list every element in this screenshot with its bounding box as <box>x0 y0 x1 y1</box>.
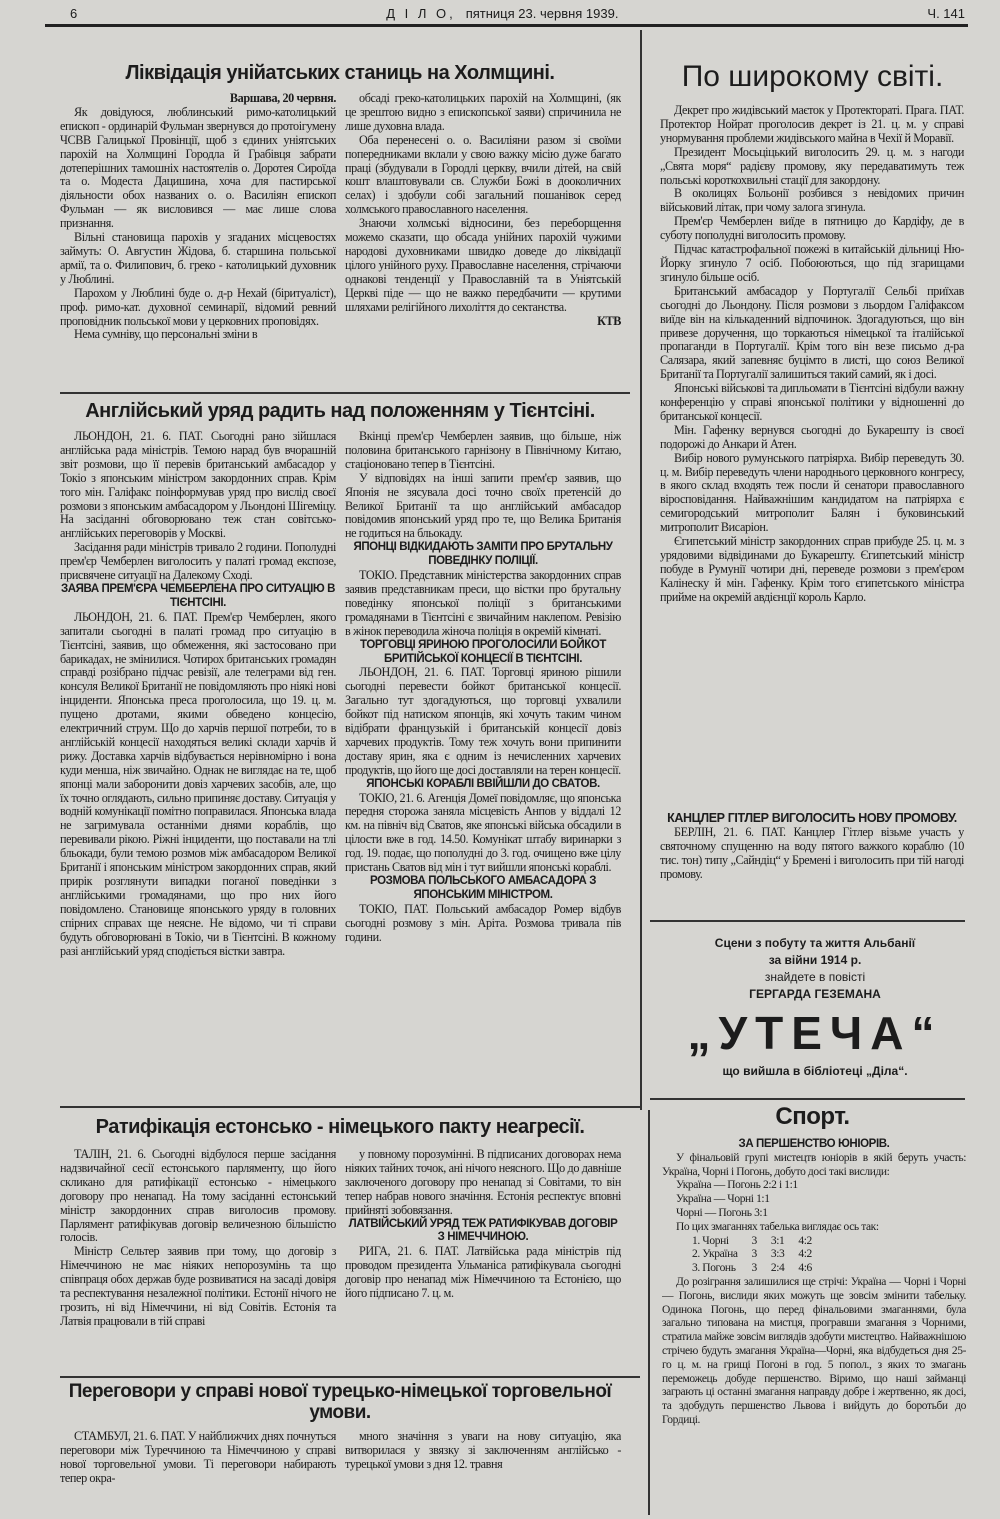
article-estonia-col1 <box>60 1148 336 1370</box>
subheading: ЛАТВІЙСЬКИЙ УРЯД ТЕЖ РАТИФІКУВАВ ДОГОВІР З НІМЕЧЧИНОЮ. <box>348 1217 618 1244</box>
subheading: ЯПОНСЬКІ КОРАБЛІ ВВІЙШЛИ ДО СВАТОВ. <box>366 777 600 790</box>
paragraph: ТОКІО, 21. 6. Агенція Домеї повідомляє, що японська передня сторожа заняла місцевість Анпов у віддалі 12 км. на північ від Сватов, яке японські війська обсадили в цілости вже в год. 14.50. Комунікат штабу виринарки з год. 19. подає, що пополудні до 3. год. очищено вже цілу пристань Сватов від мін і тут вийшли японські кораблі. <box>345 790 621 875</box>
article-tientsin-col1 <box>60 430 336 1100</box>
subheading: КАНЦЛЕР ГІТЛЕР ВИГОЛОСИТЬ НОВУ ПРОМОВУ. <box>667 812 957 825</box>
news-item: Декрет про жидівський маєток у Протектораті. Прага. ПАТ. Протектор Нойрат проголосив декрет із 21. ц. м. у справі унормування проблеми жидівського майна в Чехії й Моравії. <box>660 104 964 145</box>
standings-table <box>692 1235 826 1276</box>
issue-date: пятниця 23. червня 1939. <box>465 6 619 21</box>
column-rule <box>648 1110 650 1515</box>
ad-book-title: „УТЕЧА“ <box>687 1007 943 1059</box>
subheading: ЗА ПЕРШЕНСТВО ЮНІОРІВ. <box>738 1138 890 1150</box>
divider <box>650 920 965 922</box>
subheading: ТОРГОВЦІ ЯРИНОЮ ПРОГОЛОСИЛИ БОЙКОТ БРИТІЙСЬКОЇ КОНЦЕСІЇ В ТІЄНТСІНІ. <box>359 638 606 665</box>
subheading: РОЗМОВА ПОЛЬСЬКОГО АМБАСАДОРА З ЯПОНСЬКИМ МІНІСТРОМ. <box>369 875 597 901</box>
paragraph: Як довідуюся, люблинський римо-католицький епископ - ординарій Фульман звернувся до протоігумену ЧСВВ Галицької Провінції, щоб з єдиних уніятських парохій на Холмщині Городла й Грабівця забрати дотеперішних тамошніх настоятелів о. Доротея Сироїда та о. Модеста Дацишина, хоча для пастирської діяльности обох названих о. о. Василіян епископ Фульман — як висловився — має лише слова признання. <box>60 104 336 231</box>
paragraph: Міністр Сельтер заявив при тому, що договір з Німеччиною не має ніяких непорозумінь та що співпраця обох держав буде розвиватися на засаді довіря та респектування незалежної політики. Естонії нічого не грозить, ні від Німеччини, ні від Совітів. Естонія та Латвія працювали в тій справі <box>60 1244 336 1328</box>
article-liquidation-col2 <box>345 92 621 388</box>
cell: 3 <box>751 1248 757 1261</box>
table-row <box>692 1235 826 1249</box>
masthead-center <box>386 6 618 21</box>
news-item: Британський амбасадор у Португалії Сельбі приїхав сьогодні до Льондону. Після розмови з льордом Галіфаксом виїде він на кількаденний відпочинок. Здогадуються, що він привезе доручення, що торкаються німецької та італійської пропаганди в Португалії. Крім того він везе письмо д-ра Салязара, який запевняє буцімто в листі, що союз Великої Британії та Португалії залишиться такий самий, як і досі. <box>660 283 964 382</box>
article-liquidation-col1 <box>60 92 336 388</box>
ad-text: за війни 1914 р. <box>768 953 862 967</box>
ad-author: ГЕРГАРДА ГЕЗЕМАНА <box>749 987 881 1001</box>
cell: 2:4 <box>770 1262 785 1275</box>
world-news-column <box>660 104 964 804</box>
paragraph: обсаді греко-католицьких парохій на Холмщині, (як це зрештою видно з епископської заяви) спричинила не лише духовна влада. <box>345 92 621 133</box>
masthead-rule <box>45 24 968 27</box>
paragraph: У відповідях на інші запити прем'єр заявив, що Японія не зясувала досі точно своїх претенсій до Великої Британії та що англійський амбасадор повідомив японський уряд про те, що Велика Британія не годиться на бльокаду. <box>345 470 621 541</box>
news-item: Президент Мосьціцький виголосить 29. ц. м. з нагоди „Свята моря“ радієву промову, яку передаватимуть теж польські короткохвильні стації для закордону. <box>660 144 964 187</box>
sport-column <box>662 1138 966 1516</box>
cell: 2. Україна <box>692 1248 738 1261</box>
match-result: Україна — Чорні 1:1 <box>676 1193 770 1206</box>
headline-sport: Спорт. <box>775 1103 850 1130</box>
paragraph: БЕРЛІН, 21. 6. ПАТ. Канцлер Гітлер візьме участь у святочному спущенню на воду пятого важкого кораблю (10 тис. тон) типу „Сайндіц“ у Бремені і виголосить при тій нагоді промову. <box>660 824 964 881</box>
table-row <box>692 1248 826 1262</box>
paragraph: ЛЬОНДОН, 21. 6. ПАТ. Сьогодні рано зійшлася англійська рада міністрів. Темою нарад був вчорашній звіт розмови, що її перевів британський амбасадор у Токіо з японським міністром закордонних справ. Крім того мін. Галіфакс поінформував уряд про вислід своєї розмови з японським амбасадором у Льондоні Шігеміцу. На засіданні обговорювано теж стан совітсько-англійських переговорів у Москві. <box>60 430 336 541</box>
cell: 1. Чорні <box>692 1234 729 1247</box>
paragraph: ТОКІО, ПАТ. Польський амбасадор Ромер відбув сьогодні розмову з мін. Аріта. Розмова тривала пів години. <box>345 901 621 944</box>
cell: 3:1 <box>770 1234 785 1247</box>
divider <box>60 1376 640 1378</box>
divider <box>60 392 630 394</box>
news-item: Єгипетський міністр закордонних справ прибуде 25. ц. м. з урядовими відвідинами до Букарешту. Єгипетський міністр побуде в Румунії чотири дні, переведе розмови з прем'єром Калінеску й мін. Гафенку. Крім того єгипетського міністра прийме на окремій авдієнції король Карло. <box>660 534 964 604</box>
paragraph: Засідання ради міністрів тривало 2 години. Пополудні прем'єр Чемберлен виголосить у палаті громад експозе, присвячене ситуації на Далекому Сході. <box>60 540 336 583</box>
match-result: Чорні — Погонь 3:1 <box>676 1206 768 1219</box>
page-number: 6 <box>70 6 78 21</box>
article-tientsin-col2 <box>345 430 621 1100</box>
paragraph: До розіграння залишилися ще стрічі: Україна — Чорні і Чорні — Погонь, вислиди яких можуть ще зовсім змінити табельку. Одинока Погонь, що перед фінальовими змаганнями, була загально типована на мистця, програвши змагання з Чорними, стратила майже зовсім виглядів здобути мистецтво. Найважнішою стрічею будуть змагання Україна—Чорні, яка відбудеться дня 25-го ц. м. на грищі Погоні в год. 5 попол., з яких то змагань переможець добуде першенство. Віримо, що наші займанці заграють ці останні змагання направду добре і жертвенно, як досі, та здобудуть першенство Львова і вийдуть до боротьби до Гордиці. <box>662 1275 966 1426</box>
book-advertisement <box>665 935 965 1085</box>
paragraph: у повному порозумінні. В підписаних договорах нема ніяких тайних точок, ані нічого неясного. Що до давніше заключеного договору про ненапад зі Совітами, то він тепер набрав нового значіння. Естонія респектує вповні прийняті зобовязання. <box>345 1148 621 1217</box>
divider <box>60 1106 640 1108</box>
news-item: Японські військові та дипльомати в Тієнтсіні відбули важну конференцію у справі японської політики у відношенні до британської концесії. <box>660 381 964 423</box>
paragraph: ТАЛІН, 21. 6. Сьогодні відбулося перше засідання надзвичайної сесії естонського парляменту, що його скликано для ратифікації естонсько - німецького договору про ненапад. На тому засіданні естонський міністр закордонних справ виголосив промову. Парлямент ратифікував договір величезною більшістю голосів. <box>60 1148 336 1245</box>
ad-text: Сцени з побуту та життя Альбанії <box>714 936 916 950</box>
news-item: Мін. Гафенку вернувся сьогодні до Букарешту із своєї подорожі до Анкари й Атен. <box>660 422 964 451</box>
paragraph: ЛЬОНДОН, 21. 6. ПАТ. Торговці яриною рішили сьогодні перевести бойкот британської концесії. Загально тут здогадуються, що торговці ухвалили бойкот під натиском японців, які хочуть таким чином відібрати французькій і британській концесії довіз харчевих продуктів. Тому теж хочуть вони припинити доставу ярин, яка є одним із нечисленних харчевих продуктів, що його ще досі доставляли на терен концесії. <box>345 665 621 777</box>
ad-text: що вийшла в бібліотеці „Діла“. <box>722 1064 908 1078</box>
headline-turkey: Переговори у справі нової турецько-німецької торговельної умови. <box>68 1381 612 1423</box>
cell: 4:6 <box>798 1262 812 1275</box>
hitler-speech-article <box>660 812 964 912</box>
subheading: ЗАЯВА ПРЕМ'ЄРА ЧЕМБЕРЛЕНА ПРО СИТУАЦІЮ В ТІЄНТСІНІ. <box>60 582 336 609</box>
paragraph: ТОКІО. Представник міністерства закордонних справ заявив представникам преси, що вістки про брутальну поведінку японської поліції з британськими громадянами в Тієнтсіні є звичайним наклепом. Ревізію в жінок переводила жіноча поліція в окремій кімнаті. <box>345 568 621 638</box>
match-result: Україна — Погонь 2:2 і 1:1 <box>676 1179 798 1192</box>
subheading: ЯПОНЦІ ВІДКИДАЮТЬ ЗАМІТИ ПРО БРУТАЛЬНУ ПОВЕДІНКУ ПОЛІЦІЇ. <box>353 541 613 568</box>
article-estonia-col2 <box>345 1148 621 1370</box>
ad-text: знайдете в повісті <box>764 970 866 984</box>
cell: 3 <box>751 1262 757 1275</box>
masthead <box>70 6 965 21</box>
paragraph: ЛЬОНДОН, 21. 6. ПАТ. Прем'єр Чемберлен, якого запитали сьогодні в палаті громад про ситуацію в Тієнтсіні, заявив, що обмеження, які застосовано при барикадах, не змінилися. Чотирох британських громадян справді розібрано підчас ревізії, але телеграми від ген. консуля Великої Британії не повідомляють про ніякі нові інциденти. Японська преса проголосила, що 19. ц. м. пущено дротами, якими обведено концесію, електричний струм. Що до харчів першої потреби, то в англійській концесії находяться великі склади харчів й рижу. Доставка харчів відбувається нерівномірно і вона куди менша, ніж звичайно. Однак не виглядає на те, щоб японці мали заборонити довіз харчевих засобів, але, що їх точно оглядають, сильно припиняє доставу. Ситуація у водній комунікації помітно поправилася. Японська влада не загримувала останніми днями кораблів, що перевивали рікою. Ріжні інциденти, що поставали на тлі бльокади, були темою розмов між амбасадором Великої Британії і японським міністром закордонних справ, який прирік розглянути випадки поганої поведінки з англійськими громадянами, що про них його повідомлено. Становище японського уряду в головних спірних справах ще неясне. Не відомо, чи ті справи будуть обговорювані в Токіо, чи в Тієнтсіні. В кожному разі англійський уряд сподіється вістки завтра. <box>60 609 336 958</box>
news-item: Підчас катастрофальної пожежі в китайській дільниці Ню-Йорку згинуло 7 осіб. Побоюються, що під згарищами згинуло більше осіб. <box>660 242 964 284</box>
paragraph: Парохом у Люблині буде о. д-р Нехай (біритуаліст), проф. римо-кат. духовної семинарії, відомий ревний проповідник польської мови у церковних проповідях. <box>60 285 336 328</box>
paragraph: много значіння з уваги на нову ситуацію, яка витворилася у звязку зі заключенням англійсько - турецької умови з дня 12. травня <box>345 1430 621 1471</box>
paragraph: Вільні становища парохів у згаданих місцевостях займуть: О. Августин Жідова, б. старшина польської армії, та о. Филипович, б. греко - католицький духовник у Люблині. <box>60 230 336 286</box>
cell: 3. Погонь <box>692 1262 736 1275</box>
news-item: Прем'єр Чемберлен виїде в пятницю до Кардіфу, де в суботу пополудні виголосить промову. <box>660 214 964 243</box>
paragraph: Оба перенесені о. о. Василіяни разом зі своїми попередниками вклали у свою важку місію дуже багато праці (збудували в Городлі церкву, вчили дітей, на свій кошт влаштовували св. Служби Божі в дооколичних селах) і здобули собі загальний пошанівок серед холмського православного населення. <box>345 132 621 217</box>
paragraph: СТАМБУЛ, 21. 6. ПАТ. У найближчих днях почнуться переговори між Туреччиною та Німеччиною у справі нової торговельної умови. Ті переговори набирають тепер окра- <box>60 1430 336 1485</box>
news-item: В околицях Больонії розбився з невідомих причин військовий літак, при чому залога згинула. <box>660 186 964 215</box>
paragraph: У фінальовій групі мистецтв юніорів в якій беруть участь: Україна, Чорні і Погонь, добуто досі такі вислиди: <box>662 1151 966 1178</box>
paragraph: РИГА, 21. 6. ПАТ. Латвійська рада міністрів під проводом президента Ульманіса ратифікувала сьогодні договір про ненапад між Німеччиною та Естонією, що його підписано 7. ц. м. <box>345 1244 621 1301</box>
table-row <box>692 1262 826 1276</box>
headline-estonia: Ратифікація естонсько - німецького пакту неагресії. <box>95 1116 585 1138</box>
paragraph: По цих змаганнях табелька виглядає ось так: <box>676 1220 879 1233</box>
news-item: Вибір нового румунського патріярха. Вибір переведуть 30. ц. м. Вибір переведуть члени народнього церковного конгресу, в якого склад входять теж посли й сенатори православного віросповідання. Найважнішим кандидатом на патріярха є семигородський митрополит Балян і буковинський митрополит Висаріон. <box>660 450 964 535</box>
article-turkey-col2 <box>345 1430 621 1516</box>
paragraph: Знаючи холмські відносини, без переборщення можемо сказати, що обсада унійних парохій чужими народові духовниками швидко доведе до ліквідації цілого унійного руху. Православне населення, стрічаючи однакові тенденції у Православній та в Уніятській Церкві піде — що не важко передбачити — крутими шляхами релігійного лихоліття до сектанства. <box>345 216 621 314</box>
article-turkey-col1 <box>60 1430 336 1516</box>
headline-liquidation: Ліквідація унійатських станиць на Холмщині. <box>125 62 555 84</box>
cell: 4:2 <box>798 1248 812 1261</box>
headline-tientsin: Англійський уряд радить над положенням у Тієнтсіні. <box>85 400 595 422</box>
headline-world: По широкому світі. <box>681 60 944 93</box>
divider <box>650 1098 965 1100</box>
author-signature: КТВ <box>597 313 621 328</box>
paragraph: Нема сумніву, що персональні зміни в <box>74 327 258 342</box>
cell: 3 <box>751 1234 757 1247</box>
cell: 3:3 <box>770 1248 785 1261</box>
newspaper-title: Д І Л О, <box>386 6 456 21</box>
issue-number: Ч. 141 <box>927 6 965 21</box>
column-rule <box>640 30 642 1110</box>
dateline: Варшава, 20 червня. <box>229 92 336 105</box>
paragraph: Вкінці прем'єр Чемберлен заявив, що більше, ніж половина британського гарнізону в Північному Китаю, стаціоновано тепер в Тієнтсіні. <box>345 430 621 471</box>
cell: 4:2 <box>798 1234 812 1247</box>
